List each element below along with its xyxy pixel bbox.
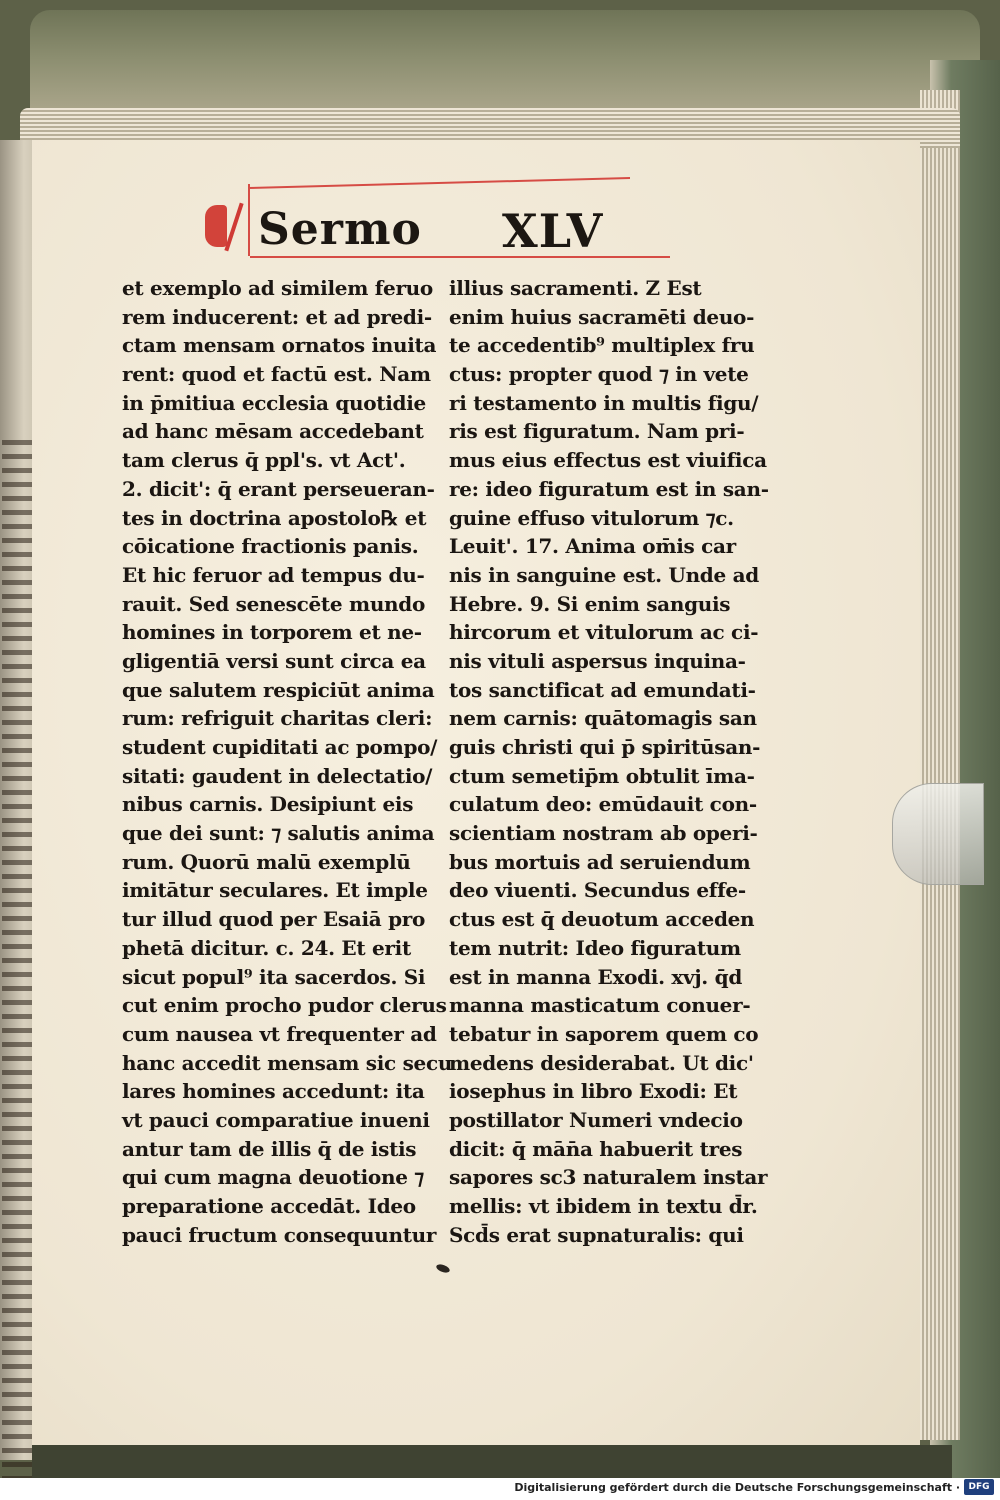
text-line: mus eius effectus est viuifica [449,448,767,473]
text-line: cum nausea vt frequenter ad [122,1021,437,1046]
text-line: hircorum et vitulorum ac ci- [449,620,759,645]
text-line: manna masticatum conuer- [449,993,751,1018]
text-line: rum: refriguit charitas cleri: [122,706,433,731]
text-line: tur illud quod per Esaiā pro [122,907,426,932]
text-line: guis christi qui p̄ spiritūsan- [449,735,761,759]
text-line: imitātur seculares. Et imple [122,878,428,903]
text-line: que dei sunt: ⁊ salutis anima [122,821,435,846]
text-line: ctus: propter quod ⁊ in vete [449,362,749,387]
text-line: que salutem respiciūt anima [122,677,435,702]
text-line: bus mortuis ad seruiendum [449,849,751,874]
text-line: tem nutrit: Ideo figuratum [449,935,741,960]
running-head-number: XLV [502,204,604,258]
text-line: Et hic feruor ad tempus du- [122,562,425,587]
text-line: ad hanc mēsam accedebant [122,419,424,444]
text-line: rum. Quorū malū exemplū [122,849,411,874]
text-line: ctus est q̄ deuotum acceden [449,907,755,932]
text-line: sapores sc3 naturalem instar [449,1165,768,1190]
text-line: gligentiā versi sunt circa ea [122,648,426,673]
text-line: cut enim procho pudor clerus [122,993,447,1018]
text-line: vt pauci comparatiue inueni [122,1107,430,1132]
text-line: Scd̄s erat supnaturalis: qui [449,1222,744,1247]
text-line: mellis: vt ibidem in textu d̄r. [449,1194,758,1218]
text-line: rauit. Sed senescēte mundo [122,591,426,616]
text-line: et exemplo ad similem feruo [122,276,433,300]
dfg-logo: DFG [964,1479,994,1495]
text-line: ctam mensam ornatos inuita [122,333,437,358]
text-line: sitati: gaudent in delectatio/ [122,763,433,788]
left-text-column [122,274,453,1249]
header-frame-left [248,184,250,256]
text-line: nis vituli aspersus inquina- [449,648,746,673]
running-head-word: Sermo [258,204,422,255]
text-line: student cupiditati ac pompo/ [122,735,438,759]
digitization-credit: Digitalisierung gefördert durch die Deutsche Forschungsgemeinschaft · [514,1481,960,1494]
header-frame-bottom [250,256,670,258]
text-line: homines in torporem et ne- [122,620,422,645]
text-line: rem inducerent: et ad predi- [122,304,432,329]
book-bottom-edge [32,1445,952,1478]
text-line: tos sanctificat ad emundati- [449,677,756,702]
text-line: postillator Numeri vndecio [449,1107,743,1132]
text-line: Leuit'. 17. Anima om̄is car [449,534,736,559]
text-line: scientiam nostram ab operi- [449,821,758,846]
text-line: hanc accedit mensam sic secu [122,1050,453,1075]
text-line: in p̄mitiua ecclesia quotidie [122,390,426,415]
text-line: illius sacramenti. Z Est [449,276,702,300]
text-line: ctum semetip̄m obtulit īma- [449,763,755,788]
text-line: nibus carnis. Desipiunt eis [122,792,414,817]
text-line: enim huius sacramēti deuo- [449,304,755,329]
text-line: guine effuso vitulorum ⁊c. [449,505,734,530]
rubric-paragraph-mark [205,205,227,247]
text-line: te accedentib⁹ multiplex fru [449,333,755,358]
text-line: sicut popul⁹ ita sacerdos. Si [122,964,426,989]
text-line: phetā dicitur. c. 24. Et erit [122,935,411,960]
text-line: Hebre. 9. Si enim sanguis [449,591,731,616]
text-line: cōicatione fractionis panis. [122,534,419,559]
text-line: deo viuenti. Secundus effe- [449,878,746,903]
text-line: 2. dicit': q̄ erant perseueran- [122,476,435,501]
text-line: culatum deo: emūdauit con- [449,792,757,817]
text-line: iosephus in libro Exodi: Et [449,1079,738,1104]
text-line: tes in doctrina apostolo℞ et [122,505,427,530]
text-line: ri testamento in multis figu/ [449,390,759,415]
facing-page-text [2,440,32,1478]
right-text-column [449,274,769,1249]
text-line: est in manna Exodi. xvj. q̄d [449,964,743,989]
text-line: ris est figuratum. Nam pri- [449,419,745,444]
page-clip [892,783,984,885]
text-line: qui cum magna deuotione ⁊ [122,1165,424,1190]
text-line: re: ideo figuratum est in san- [449,476,769,501]
text-line: medens desiderabat. Ut dic' [449,1050,754,1075]
text-line: nis in sanguine est. Unde ad [449,562,759,587]
text-line: preparatione accedāt. Ideo [122,1194,416,1218]
text-line: rent: quod et factū est. Nam [122,362,431,387]
text-line: tebatur in saporem quem co [449,1021,759,1046]
page-edges-right [920,90,960,1440]
text-line: lares homines accedunt: ita [122,1079,425,1104]
text-line: nem carnis: quātomagis san [449,706,757,731]
text-line: tam clerus q̄ ppl's. vt Act'. [122,448,406,473]
text-line: antur tam de illis q̄ de istis [122,1136,417,1161]
text-line: pauci fructum consequuntur [122,1222,437,1247]
text-line: dicit: q̄ mān̄a habuerit tres [449,1136,743,1161]
